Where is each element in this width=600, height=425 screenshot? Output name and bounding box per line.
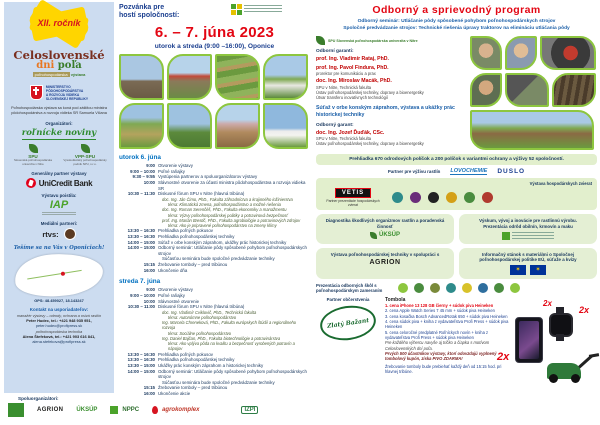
plots-band: Prehliadka 670 odrodových políčok a 200 políčok s variantmi ochrany a výživy 52 spoločností. bbox=[316, 154, 597, 165]
program-row bbox=[119, 341, 310, 351]
refreshment-label: Partner občerstvenia bbox=[326, 297, 370, 303]
coorganizer-logos bbox=[8, 403, 308, 417]
diagnostics-box: Diagnostika škodlivých organizmov rastlín a poradenská činnosť ÚKSÚP bbox=[316, 214, 454, 243]
ministry-name-line: SLOVENSKEJ REPUBLIKY bbox=[45, 97, 89, 102]
invitation-header bbox=[119, 4, 310, 20]
program-time: 9:00 bbox=[146, 287, 155, 293]
program-item: téma: Ako vplýva pôda na kvalitu a bezpečnosť vyrobených potravín a nápojov bbox=[168, 341, 295, 352]
edition-badge-label: XII. ročník bbox=[37, 18, 81, 28]
program-item: Súčasťou seminára bude spoločné predvádzanie techniky bbox=[162, 379, 275, 385]
contact-email: peter.hudec@profipress.sk bbox=[35, 323, 83, 328]
event-logo bbox=[13, 49, 104, 77]
breeder-logos bbox=[392, 192, 493, 203]
program-time: 16:00 bbox=[143, 391, 155, 396]
school-logo bbox=[494, 283, 504, 293]
tombola-line: 3. cena kosačka Bosch AdvancedRotak 650 + súdok piva Heineken bbox=[385, 313, 508, 319]
tombola-title: Tombola bbox=[385, 297, 406, 304]
program-item: Otvorenie výstavy bbox=[158, 163, 193, 169]
school-logo bbox=[430, 283, 440, 293]
program-row bbox=[119, 268, 310, 274]
program-item: Prehliadka poľných pokusov bbox=[158, 351, 213, 357]
media-logos bbox=[42, 228, 75, 240]
program-item: Slávnostné otvorenie bbox=[158, 298, 200, 304]
zlaty-bazant-logo: Zlatý Bažant bbox=[318, 302, 378, 343]
vpp-spu-logo: VPP-SPU Vysokoškolský poľnohospodársky podnik SPU, s.r.o. bbox=[61, 144, 109, 166]
photo-oponice-manor bbox=[263, 103, 308, 149]
prize-images bbox=[497, 299, 597, 387]
tombola-line: Prvých 500 účastníkov výstavy, ktorí odovzdajú vyplnený tombolový kupón, získa PIVO ZDARMA! bbox=[385, 350, 497, 362]
program-time: 9:00 – 10:00 bbox=[130, 168, 155, 174]
school-logo bbox=[462, 283, 472, 293]
program-time: 16:00 bbox=[143, 267, 155, 273]
rolnicke-noviny-logo: roľnícke noviny bbox=[21, 128, 97, 139]
contact-phone: Alena Štefeková, tel.: +421 903 616 841, bbox=[22, 334, 96, 339]
invitation-text: Pozvánka pre hostí spoločností: bbox=[119, 4, 180, 20]
program-item: Diskusné fórum SPU v Nitre (hlavná tribúna) bbox=[158, 191, 245, 197]
experts-photos bbox=[470, 36, 597, 150]
machinery-box: Výstava poľnohospodárskej techniky v spolupráci s AGRION bbox=[316, 248, 454, 279]
breeder-logo bbox=[446, 192, 457, 203]
contact-entry bbox=[17, 314, 101, 328]
photo-horse-ploughing bbox=[470, 110, 594, 150]
school-logo bbox=[398, 283, 408, 293]
event-logo-tagline: poľnohospodárska výstava bbox=[34, 71, 86, 77]
program-time: 14:00 – 15:00 bbox=[127, 245, 155, 251]
animals-label: Výstava hospodárskych zvierat bbox=[529, 181, 592, 187]
contact-list bbox=[17, 312, 101, 344]
edition-badge bbox=[23, 7, 95, 41]
slovakia-map bbox=[14, 252, 104, 299]
contact-email: alena.stefekova@profipress.sk bbox=[32, 339, 86, 344]
program-item: téma: Klimatická zmena, poľnohospodárstvo a možné riešenia bbox=[168, 202, 281, 208]
ploughing-contest-title: Súťaž v orbe konským záprahom, výstava a ukážky prác historickej techniky bbox=[316, 105, 455, 118]
radio-logo bbox=[64, 228, 76, 240]
coorganizer-logo: NPPC bbox=[110, 406, 139, 414]
photo-expert-1 bbox=[470, 36, 502, 70]
day2-program bbox=[119, 287, 310, 396]
breeder-logo bbox=[428, 192, 439, 203]
spu-logo-right: SPU Slovenská poľnohospodárska univerzita v Nitre bbox=[316, 36, 466, 45]
tombola-line: 5. cena celoročné predplatné Roľníckych novín + kniha z vydavateľstva Profi Press + súdok piva Heineken bbox=[385, 329, 489, 340]
prize-count-badge: 2x bbox=[543, 299, 552, 309]
garant-entry: prof. Ing. Vladimír Rataj, PhD. bbox=[316, 56, 389, 63]
vpp-leaf-icon bbox=[81, 144, 90, 153]
event-time-place: utorok a streda (9:00 –16:00), Oponice bbox=[154, 43, 275, 51]
iap-logo-text bbox=[42, 212, 76, 216]
eu-flag-icon: ✶ bbox=[510, 265, 526, 275]
program-item: téma: Ako je pripravené poľnohospodárstvo na zmeny klímy bbox=[168, 223, 277, 229]
nppc-logo bbox=[502, 232, 554, 240]
program-item: Prehliadka poľnohospodárskej techniky bbox=[158, 357, 235, 363]
school-logo bbox=[414, 283, 424, 293]
experts-text bbox=[316, 36, 466, 150]
garant-entry: prof. Ing. Pavol Findura, PhD. prorektor pre komunikáciu a prax bbox=[316, 64, 389, 77]
program-item: Odborný seminár: Utláčanie pôdy spôsobené pohybom poľnohospodárskych strojov bbox=[158, 245, 307, 256]
vetis-sublabel: Partner prezentácie hospodárskych zvierat bbox=[326, 199, 380, 208]
program-time: 13:30 – 16:30 bbox=[127, 228, 155, 234]
photo-expert-2 bbox=[505, 36, 537, 70]
program-row bbox=[119, 391, 310, 397]
garant-entry: doc. Ing. Jozef Ďuďák, CSc. SPU v Nitre, Technická fakulta Ústav poľnohospodárskej techniky, dopravy a bioenergetiky bbox=[316, 129, 424, 147]
program-item: Ukážky prác konským záprahom a historickej techniky bbox=[158, 362, 264, 368]
tombola-line: 1. cena iPhone 13 128 GB čierny + súdok piva Heineken bbox=[385, 303, 494, 309]
nppc-icon bbox=[502, 232, 510, 240]
research-box: Výskum, vývoj a inovácie pre rastlinnú výrobu. Prezentácia odrôd obilnín, krmovín a maku bbox=[459, 214, 597, 243]
ministry-name-line: MINISTERSTVO bbox=[45, 84, 71, 89]
program-row bbox=[119, 180, 310, 191]
program-item: Súčasťou seminára bude spoločné predvádzanie techniky bbox=[162, 256, 275, 262]
program-time: 10:00 bbox=[143, 179, 155, 185]
program-item: doc. Ing. Vladimír Cviklovič, PhD., Technická fakulta bbox=[162, 309, 257, 315]
tombola-section bbox=[316, 297, 597, 389]
program-time: 13:30 – 16:30 bbox=[127, 357, 155, 363]
breeder-logo bbox=[410, 192, 421, 203]
mini-logo-icon bbox=[231, 4, 242, 15]
photo-collage bbox=[119, 54, 310, 149]
program-time: 13:30 – 16:30 bbox=[127, 351, 155, 357]
program-item: téma: Výzvy poľnohospodárskej politiky a potravinová bezpečnosť bbox=[168, 212, 288, 218]
map-road bbox=[28, 270, 82, 280]
contact-entry bbox=[17, 330, 101, 344]
coorganizer-logo: IZPI bbox=[241, 406, 258, 414]
duslo-logo: DUSLO bbox=[497, 168, 526, 176]
photo-expert-3 bbox=[470, 73, 502, 107]
program-time: 9:30 – 9:55 bbox=[132, 174, 155, 180]
spu-leaf-icon bbox=[29, 144, 38, 153]
animals-band bbox=[316, 178, 597, 210]
garant-entry: doc. Ing. Miroslav Macák, PhD. SPU v Nitre, Technická fakulta Ústav poľnohospodárskej techniky, dopravy a bioenergetiky Útvar transferu inovatívnych technológií bbox=[316, 78, 424, 101]
organizer-logos bbox=[9, 144, 109, 166]
day1-title: utorok 6. júna bbox=[119, 154, 161, 162]
program-item: Otvorenie výstavy bbox=[158, 287, 193, 293]
prize-count-badge: 2x bbox=[497, 351, 510, 364]
program-item: Prehliadka poľných pokusov bbox=[158, 228, 213, 234]
program-item: Žrebovanie tomboly – pred tribúnou bbox=[158, 262, 228, 267]
coorganizer-logo: AGRION bbox=[37, 407, 64, 413]
breeder-logo bbox=[482, 192, 493, 203]
program-item: Poľné raňajky bbox=[158, 292, 185, 298]
program-title: Odborný a sprievodný program bbox=[372, 4, 541, 16]
event-logo-sub: dni poľa bbox=[36, 60, 82, 72]
ministry-logo bbox=[30, 85, 88, 101]
lovochemie-logo: LOVOCHEMIE bbox=[450, 168, 488, 175]
see-you-text: Tešíme sa na Vás v Oponiciach! bbox=[13, 245, 105, 251]
apple-watch-prize-image bbox=[549, 313, 573, 337]
program-item: doc. Ing. Roman Serenčéš, PhD., Fakulta ekonomiky a manažmentu bbox=[162, 207, 287, 213]
media-partners-label: Mediálni partneri: bbox=[40, 221, 78, 226]
map-location-dot bbox=[61, 272, 65, 276]
eu-info-box: Informačný stánok s materiálmi o Spoločnej poľnohospodárskej politike EÚ, súťaže a kvízy ✶ ✶ bbox=[459, 248, 597, 279]
prize-count-badge: 2x bbox=[579, 305, 590, 316]
ministry-name bbox=[46, 85, 88, 101]
program-item: Poľné raňajky bbox=[158, 168, 185, 174]
iap-logo: IAP bbox=[49, 199, 69, 211]
schools-row bbox=[316, 283, 597, 293]
nutrition-partner-label: Partner pre výživu rastlín bbox=[387, 169, 441, 175]
photo-aerial-plots bbox=[215, 54, 260, 100]
schools-label: Prezentácia odborných škôl s poľnohospodárskym zameraním bbox=[316, 283, 383, 294]
school-logo bbox=[478, 283, 488, 293]
coorganizers-label: Spoluorganizátori: bbox=[18, 396, 59, 401]
garant-label-2: Odborný garant: bbox=[316, 122, 354, 128]
gps-coordinates: GPS: 48.459027, 18.143247 bbox=[34, 298, 84, 303]
partner-mini-logo bbox=[231, 4, 282, 15]
tombola-line: Pre každého výhercu navyše aj tričko a čiapka s motívom Celoslovenských dní poľa. bbox=[385, 340, 490, 351]
photo-finish-gate bbox=[167, 54, 212, 100]
program-item: doc. Ing. Ján Čimo, PhD., Fakulta záhradníctva a krajinného inžinierstva bbox=[162, 196, 293, 202]
spu-leaf-icon bbox=[316, 36, 325, 45]
unicredit-logo: UniCredit Bank bbox=[26, 178, 93, 188]
left-panel bbox=[4, 2, 114, 393]
program-time: 10:30 – 11:00 bbox=[127, 304, 155, 310]
school-logo bbox=[446, 283, 456, 293]
slovak-crest-icon bbox=[30, 85, 43, 100]
school-logos bbox=[398, 283, 520, 293]
contact-phone: Peter Hudec, tel.: +421 948 935 951, bbox=[26, 318, 92, 323]
program-time: 10:30 – 11:30 bbox=[127, 191, 155, 197]
school-logo bbox=[510, 283, 520, 293]
experts-section bbox=[316, 36, 597, 150]
insurance-label: Výstavu poistila: bbox=[41, 193, 77, 198]
organizers-label: Organizátori: bbox=[45, 121, 73, 127]
event-logo-main: Celoslovenské bbox=[13, 48, 105, 62]
tombola-text bbox=[385, 297, 513, 389]
program-time: 10:00 bbox=[143, 298, 155, 304]
photo-field-sign bbox=[263, 54, 308, 100]
program-item: prof. Ing. Marián Brestič, PhD., Fakulta agrobiológie a potravinových zdrojov bbox=[162, 217, 301, 223]
eu-flag-icons bbox=[510, 265, 546, 275]
uksup-logo: ÚKSÚP bbox=[370, 232, 400, 239]
program-item: téma: Sociálne poľnohospodárstvo bbox=[168, 330, 232, 336]
vetis-logo: VETIS bbox=[335, 188, 371, 198]
coorganizer-logo: agrokomplex bbox=[152, 406, 199, 414]
mini-logo-text bbox=[244, 5, 282, 14]
patronage-text: Poľnohospodárska výstava sa koná pod záštitou ministra pôdohospodárstva a rozvoja vidieka SR Samuela Vlčana bbox=[11, 106, 107, 116]
photo-stage bbox=[119, 54, 164, 100]
program-row bbox=[119, 369, 310, 380]
ministry-name-line: PÔDOHOSPODÁRSTVA bbox=[45, 88, 84, 93]
program-item: Ukončenie akcie bbox=[158, 391, 191, 396]
coorganizer-logo: ASYF bbox=[212, 407, 229, 413]
uksup-leaf-icon bbox=[370, 232, 377, 239]
program-item: téma: Autonómne poľnohospodárstvo bbox=[168, 314, 237, 320]
ministry-name-line: A ROZVOJA VIDIEKA bbox=[45, 92, 80, 97]
program-time: 13:30 – 15:00 bbox=[127, 362, 155, 368]
program-time: 13:30 – 16:30 bbox=[127, 233, 155, 239]
program-item: Ukončenie dňa bbox=[158, 267, 188, 273]
refreshment-partner bbox=[316, 297, 380, 389]
program-time: 9:00 bbox=[146, 163, 155, 169]
tombola-lines bbox=[385, 303, 513, 374]
program-row bbox=[119, 320, 310, 330]
day2-title: streda 7. júna bbox=[119, 278, 161, 286]
contact-label: Kontakt na usporiadateľov: bbox=[29, 307, 89, 312]
nutrition-partner-row bbox=[316, 168, 597, 175]
rtvs-logo: rtvs: bbox=[42, 229, 59, 239]
breeder-logo bbox=[392, 192, 403, 203]
photo-track-machine bbox=[505, 73, 549, 107]
photo-visitors bbox=[167, 103, 212, 149]
program-row bbox=[119, 245, 310, 256]
program-item: Vystúpenia partnerov a spoluorganizátorov výstavy bbox=[158, 174, 258, 180]
program-time: 9:00 – 10:00 bbox=[130, 292, 155, 298]
eu-flag-icon: ✶ bbox=[530, 265, 546, 275]
program-item: Diskusné fórum SPU v Nitre (hlavná tribúna) bbox=[158, 304, 245, 310]
iphone-prize-image bbox=[515, 317, 543, 363]
photo-tractor-tyre bbox=[540, 36, 596, 70]
tombola-line: 2. cena Apple Watch Series 7 45 mm + súdok piva Heineken bbox=[385, 308, 495, 314]
coorganizer-logo bbox=[8, 403, 24, 417]
nppc-text bbox=[512, 232, 554, 240]
program-item: Prehliadka poľnohospodárskej techniky bbox=[158, 233, 235, 239]
unicredit-icon bbox=[26, 178, 36, 188]
agrion-logo: AGRION bbox=[369, 259, 401, 267]
vetis-block bbox=[321, 188, 385, 207]
breeder-logo bbox=[464, 192, 475, 203]
photo-machinery bbox=[119, 103, 164, 149]
program-item: Odborný seminár: Utláčanie pôdy spôsobené pohybom poľnohospodárskych strojov bbox=[158, 368, 307, 380]
photo-soil bbox=[552, 73, 596, 107]
program-item: Ing. Marcela Chreneková, PhD., Fakulta európskych štúdií a regionálneho rozvoja bbox=[162, 320, 297, 331]
garants-label: Odborní garanti: bbox=[316, 49, 354, 55]
tombola-line: Žrebovanie tomboly bude prebiehať každý deň od 15:15 hod. pri hlavnej tribúne. bbox=[385, 363, 502, 374]
event-date: 6. – 7. júna 2023 bbox=[154, 24, 275, 42]
program-time: 14:00 – 15:00 bbox=[127, 239, 155, 245]
mower-prize-image bbox=[547, 349, 595, 383]
program-item: Žrebovanie tomboly – pred tribúnou bbox=[158, 385, 228, 391]
coorganizer-logo: ÚKSÚP bbox=[76, 407, 98, 413]
right-panel bbox=[316, 4, 597, 389]
program-time: 15:15 bbox=[143, 262, 155, 267]
spu-logo: SPU Slovenská poľnohospodárska univerzita v Nitre bbox=[9, 144, 57, 166]
program-item: Ing. Daniel Bajčan, PhD., Fakulta biotechnológie a potravinárstva bbox=[162, 335, 281, 341]
middle-panel bbox=[119, 4, 310, 397]
program-time: 14:00 – 15:00 bbox=[127, 368, 155, 374]
program-item: Slávnostné otvorenie za účasti ministra pôdohospodárstva a rozvoja vidieka SR bbox=[158, 179, 306, 191]
seminar-subtitle: Odborný seminár: Utláčanie pôdy spôsobené pohybom poľnohospodárskych strojov Spoločné predvádzanie strojov: Technické riešenia úpravy traktorov na elimináciu utláčania pôdy bbox=[343, 19, 570, 31]
contact-role: manažér výstavy – odrody, ochrana a osivá rastlín bbox=[16, 314, 102, 318]
tombola-line: 4. cena súdok piva + kniha z vydavateľstva Profi Press + súdok piva Heineken bbox=[385, 319, 509, 330]
photo-cattle bbox=[215, 103, 260, 149]
contact-role: poľnohospodárska technika bbox=[35, 330, 83, 334]
day1-program bbox=[119, 163, 310, 273]
program-item: Súťaž v orbe konským záprahom, ukážky prác historickej techniky bbox=[158, 239, 287, 245]
program-time: 15:15 bbox=[143, 385, 155, 391]
general-partner-label: Generálny partner výstavy bbox=[31, 171, 87, 176]
